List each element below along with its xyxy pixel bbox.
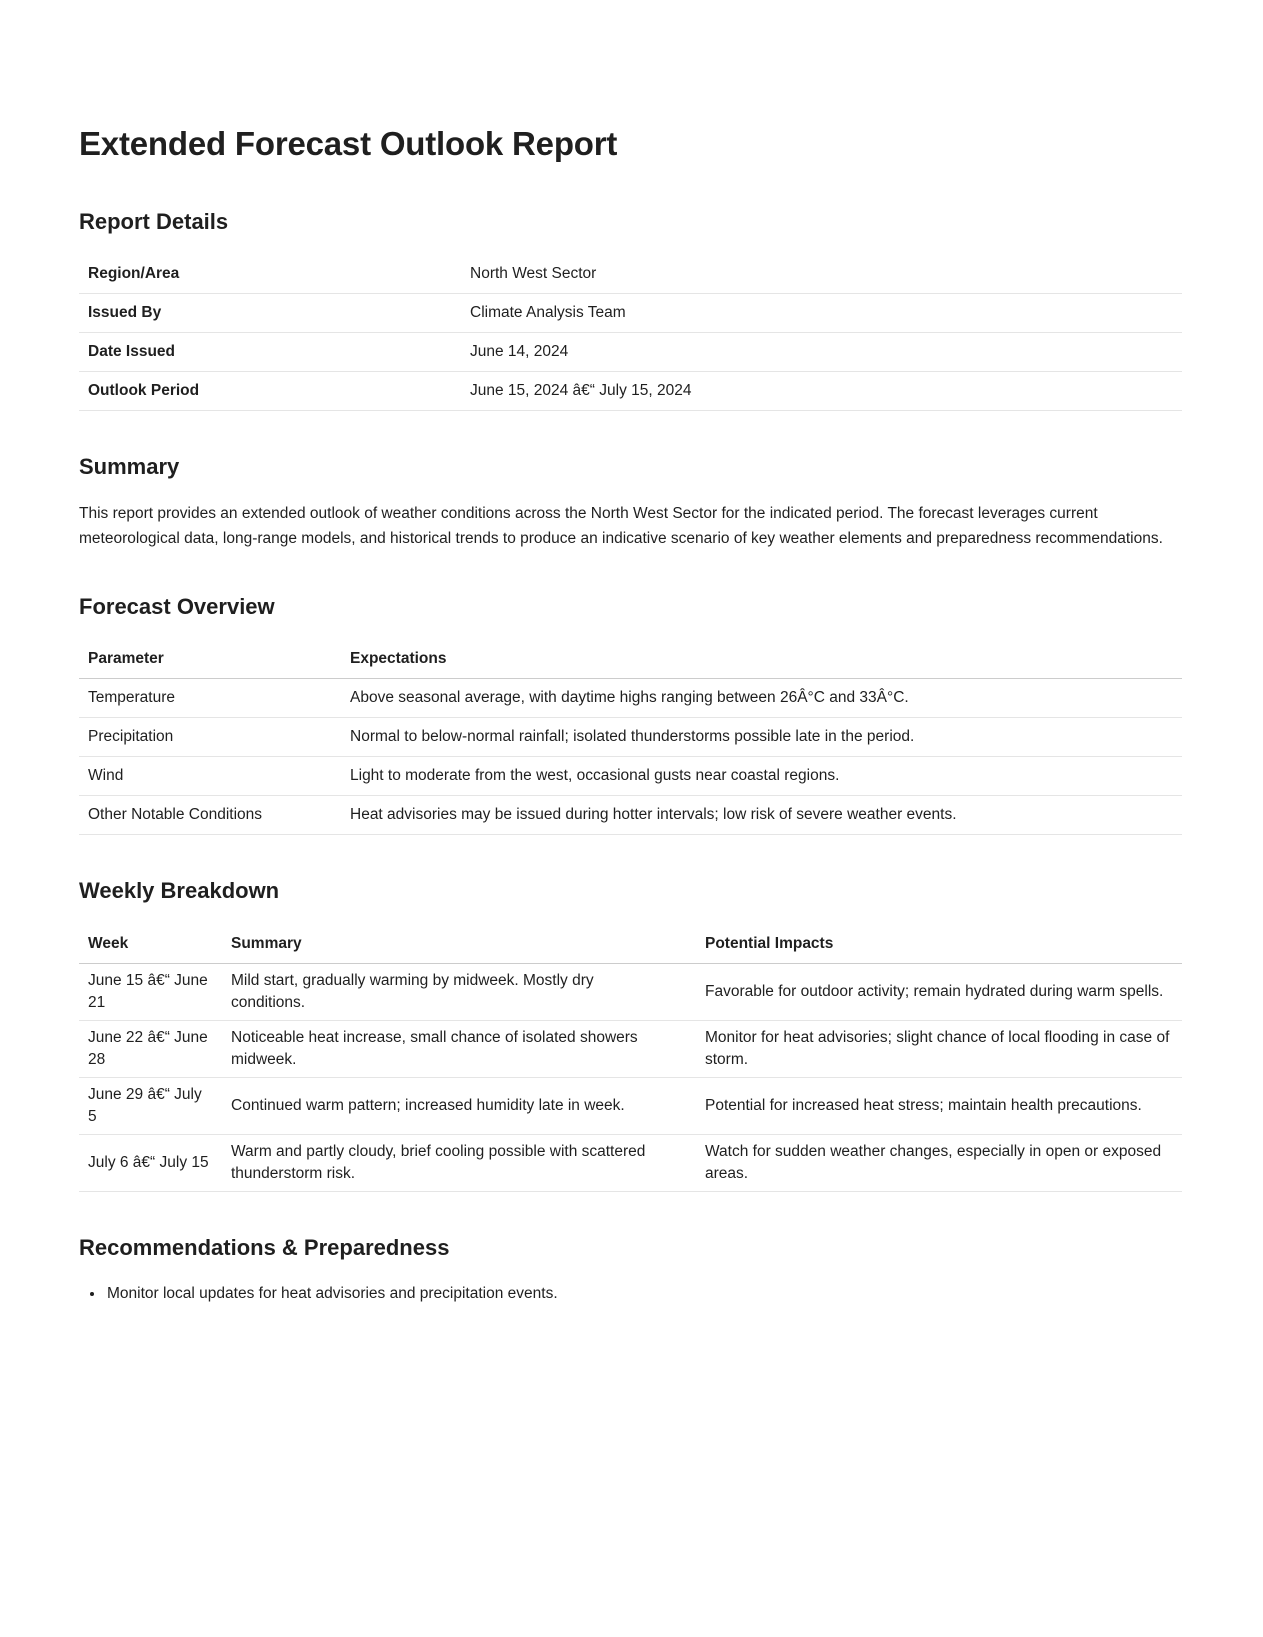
parameter-cell: Temperature bbox=[79, 679, 341, 718]
weekly-breakdown-heading: Weekly Breakdown bbox=[79, 878, 280, 904]
detail-label: Date Issued bbox=[79, 333, 461, 372]
recommendations-heading: Recommendations & Preparedness bbox=[79, 1234, 450, 1260]
week-impacts-cell: Monitor for heat advisories; slight chance of local flooding in case of storm. bbox=[696, 1020, 1182, 1077]
section-forecast-overview bbox=[79, 593, 1182, 836]
table-row bbox=[79, 1077, 1182, 1134]
column-header-impacts: Potential Impacts bbox=[696, 925, 1182, 964]
column-header-summary: Summary bbox=[222, 925, 696, 964]
detail-label: Region/Area bbox=[79, 255, 461, 294]
week-cell: June 22 â€“ June 28 bbox=[79, 1020, 222, 1077]
week-summary-cell: Continued warm pattern; increased humidity late in week. bbox=[222, 1077, 696, 1134]
expectations-cell: Normal to below-normal rainfall; isolated thunderstorms possible late in the period. bbox=[341, 718, 1182, 757]
table-row bbox=[79, 718, 1182, 757]
section-weekly-breakdown bbox=[79, 877, 1182, 1192]
summary-text: This report provides an extended outlook of weather conditions across the North West Sector for the indicated period. The forecast leverages current meteorological data, long-range models, and historical trends to produce an indicative scenario of key weather elements and preparedness recommendations. bbox=[79, 504, 1163, 547]
detail-value: June 14, 2024 bbox=[461, 333, 1182, 372]
table-row bbox=[79, 1020, 1182, 1077]
summary-heading: Summary bbox=[79, 454, 180, 480]
parameter-cell: Precipitation bbox=[79, 718, 341, 757]
report-details-table bbox=[79, 255, 1182, 411]
section-report-details bbox=[79, 208, 1182, 412]
section-recommendations bbox=[79, 1234, 1182, 1307]
week-impacts-cell: Potential for increased heat stress; maintain health precautions. bbox=[696, 1077, 1182, 1134]
list-item: • Monitor local updates for heat advisories and precipitation events. bbox=[105, 1281, 1182, 1306]
detail-value: June 15, 2024 â€“ July 15, 2024 bbox=[461, 372, 1182, 411]
table-row bbox=[79, 294, 1182, 333]
detail-label: Issued By bbox=[79, 294, 461, 333]
week-summary-cell: Warm and partly cloudy, brief cooling possible with scattered thunderstorm risk. bbox=[222, 1134, 696, 1191]
week-cell: July 6 â€“ July 15 bbox=[79, 1134, 222, 1191]
detail-value: North West Sector bbox=[461, 255, 1182, 294]
recommendations-list bbox=[79, 1281, 1182, 1306]
weekly-breakdown-table bbox=[79, 925, 1182, 1192]
report-details-heading: Report Details bbox=[79, 208, 229, 234]
detail-label: Outlook Period bbox=[79, 372, 461, 411]
week-cell: June 15 â€“ June 21 bbox=[79, 963, 222, 1020]
section-summary bbox=[79, 453, 1182, 551]
column-header-expectations: Expectations bbox=[341, 640, 1182, 679]
expectations-cell: Heat advisories may be issued during hotter intervals; low risk of severe weather events. bbox=[341, 796, 1182, 835]
forecast-overview-heading: Forecast Overview bbox=[79, 593, 275, 619]
table-header-row bbox=[79, 925, 1182, 964]
expectations-cell: Above seasonal average, with daytime highs ranging between 26Â°C and 33Â°C. bbox=[341, 679, 1182, 718]
table-row bbox=[79, 333, 1182, 372]
table-row bbox=[79, 963, 1182, 1020]
forecast-overview-table bbox=[79, 640, 1182, 835]
week-impacts-cell: Watch for sudden weather changes, especially in open or exposed areas. bbox=[696, 1134, 1182, 1191]
table-row bbox=[79, 372, 1182, 411]
table-row bbox=[79, 1134, 1182, 1191]
column-header-parameter: Parameter bbox=[79, 640, 341, 679]
column-header-week: Week bbox=[79, 925, 222, 964]
week-summary-cell: Noticeable heat increase, small chance of isolated showers midweek. bbox=[222, 1020, 696, 1077]
parameter-cell: Wind bbox=[79, 757, 341, 796]
table-row bbox=[79, 796, 1182, 835]
week-summary-cell: Mild start, gradually warming by midweek. Mostly dry conditions. bbox=[222, 963, 696, 1020]
table-row bbox=[79, 255, 1182, 294]
table-header-row bbox=[79, 640, 1182, 679]
page-title: Extended Forecast Outlook Report bbox=[79, 125, 618, 162]
week-cell: June 29 â€“ July 5 bbox=[79, 1077, 222, 1134]
detail-value: Climate Analysis Team bbox=[461, 294, 1182, 333]
table-row bbox=[79, 757, 1182, 796]
parameter-cell: Other Notable Conditions bbox=[79, 796, 341, 835]
week-impacts-cell: Favorable for outdoor activity; remain hydrated during warm spells. bbox=[696, 963, 1182, 1020]
table-row bbox=[79, 679, 1182, 718]
expectations-cell: Light to moderate from the west, occasional gusts near coastal regions. bbox=[341, 757, 1182, 796]
